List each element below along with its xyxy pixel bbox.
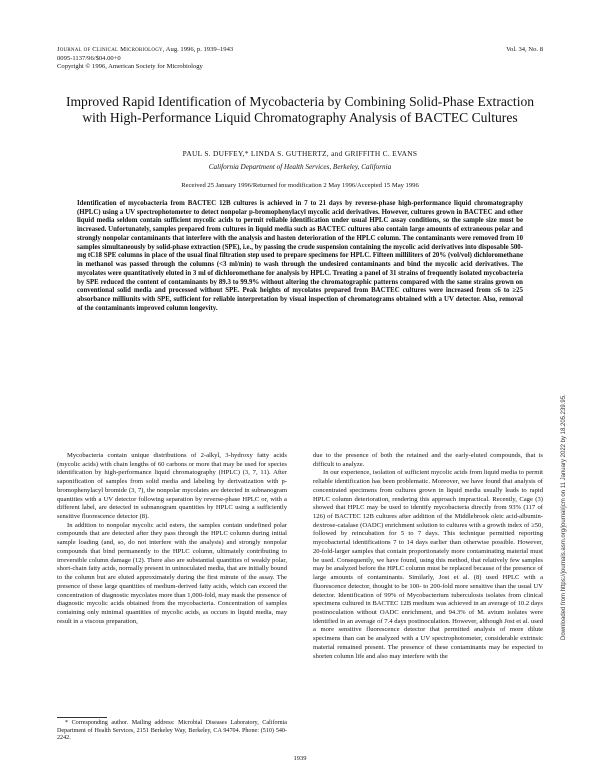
authors: PAUL S. DUFFEY,* LINDA S. GUTHERTZ, and GRIFFITH C. EVANS [182,149,418,158]
body-right-column [313,452,543,661]
download-watermark: Downloaded from https://journals.asm.org/journal/jcm on 11 January 2022 by 18.205.239.95. [561,394,567,640]
article-title: Improved Rapid Identification of Mycobacteria by Combining Solid-Phase Extraction with High-Performance Liquid Chromatography Analysis of BACTEC Cultures [65,94,535,126]
journal-header [57,46,233,72]
received-dates: Received 25 January 1996/Returned for modification 2 May 1996/Accepted 15 May 1996 [181,182,419,189]
copyright: Copyright © 1996, American Society for Microbiology [57,63,203,71]
issue-info: , Aug. 1996, p. 1939–1943 [162,46,234,53]
body-paragraph: In our experience, isolation of sufficient mycolic acids from liquid media to permit reliable identification has been problematic. Moreover, we have found that analysis of concentrated specimens from cultures grown in liquid media usually leads to rapid HPLC column deterioration, rendering this approach impractical. Recently, Cage (3) showed that HPLC may be used to identify mycobacteria directly from 93% (117 of 126) of BACTEC 12B cultures after addition of the Middlebrook oleic acid-albumin-dextrose-catalase (OADC) enrichment solution to cultures with a growth index of ≥50, followed by reincubation for 5 to 7 days. This technique permitted reporting mycobacterial identifications 7 to 14 days earlier than otherwise possible. However, 20-fold-larger samples that contain proportionately more contaminating material must be used. Consequently, we have found, using this method, that relatively few samples may be analyzed before the HPLC column must be replaced because of the presence of large amounts of contaminants. Similarly, Jost et al. (8) used HPLC with a fluorescence detector, thought to be 100- to 200-fold more sensitive than the usual UV detector. Identification of 99% of Mycobacterium tuberculosis isolates from clinical specimens cultured in BACTEC 12B medium was achieved in an average of 10.2 days postinoculation without OADC enrichment, and 94.3% of M. avium isolates were identified in an average of 7.4 days postinoculation. However, although Jost et al. used a more sensitive fluorescence detector that permitted analysis of more dilute specimens than can be analyzed with a UV spectrophotometer, considerable extrinsic material remained present. The presence of these contaminants may be expected to shorten column life and also may interfere with the [313,469,543,660]
footnote-divider [57,717,107,718]
volume-info: Vol. 34, No. 8 [506,46,543,53]
body-paragraph: Mycobacteria contain unique distributions of 2-alkyl, 3-hydroxy fatty acids (mycolic acids) with chain lengths of 60 carbons or more that may be used for species identification by high-performance liquid chromatography (HPLC) (3, 7, 11). After saponification of samples from solid media and labeling by derivatization with p-bromophenylacyl bromide (3, 7), the nonpolar mycolates are detected in subnanogram quantities with a UV detector following separation by reverse-phase HPLC or, with a different label, are detected in subnanogram quantities by HPLC using a sufficiently sensitive fluorescence detector (8). [57,452,287,521]
body-left-column [57,452,287,626]
journal-name: Journal of Clinical Microbiology [57,46,163,53]
body-paragraph: due to the presence of both the retained and the early-eluted compounds, that is difficult to analyze. [313,452,543,468]
page-number: 1939 [293,755,307,762]
abstract: Identification of mycobacteria from BACTEC 12B cultures is achieved in 7 to 21 days by reverse-phase high-performance liquid chromatography (HPLC) using a UV spectrophotometer to detect nonpolar p-bromophenylacyl mycolic acid derivatives. However, cultures grown in BACTEC and other liquid media seldom contain sufficient mycolic acids to permit reliable identification under usual HPLC assay conditions, so the sample size must be increased. Unfortunately, samples prepared from cultures in liquid media such as BACTEC cultures also contain large amounts of extraneous polar and strongly nonpolar contaminants that interfere with the analysis and hasten deterioration of the HPLC column. The contaminants were removed from 10 samples simultaneously by solid-phase extraction (SPE), i.e., by passing the crude suspension containing the mycolic acid derivatives into disposable 500-mg tC18 SPE columns in place of the usual final filtration step used to prepare specimens for HPLC. Fifteen milliliters of 20% (vol/vol) dichloromethane in methanol was passed through the columns (<3 ml/min) to wash through the undesired contaminants and bind the mycolic acid derivatives. The mycolates were quantitatively eluted in 3 ml of dichloromethane for analysis by HPLC. Treating a panel of 31 strains of frequently isolated mycobacteria by SPE reduced the content of contaminants by 89.3 to 99.9% without altering the chromatographic patterns compared with the same strains grown on conventional solid media and processed without SPE. Peak heights of mycolates prepared from BACTEC cultures were increased from ≤6 to ≥25 absorbance milliunits with SPE, sufficient for reliable interpretation by visual inspection of chromatograms obtained with a UV detector. Also, removal of the contaminants improved column longevity. [77,200,523,312]
corresponding-author-footnote: * Corresponding author. Mailing address: Microbial Diseases Laboratory, California Department of Health Services, 2151 Berkeley Way, Berkeley, CA 94704. Phone: (510) 540-2242. [57,720,287,742]
affiliation: California Department of Health Services, Berkeley, California [208,163,392,171]
issn: 0095-1137/96/$04.00+0 [57,54,121,62]
body-paragraph: In addition to nonpolar mycolic acid esters, the samples contain undefined polar compounds that are detected after they pass through the HPLC column during initial sample loading (and, so, do not interfere with the analysis) and strongly nonpolar compounds that bind permanently to the HPLC column, ultimately contributing to irreversible column damage (12). There also are substantial quantities of weakly polar, short-chain fatty acids, normally present in uninoculated media, that are initially bound to the column but are eluted approximately during the first minute of the assay. The presence of these large quantities of medium-derived fatty acids, which can exceed the concentration of diagnostic mycolates more than 1,000-fold, may mask the presence of diagnostic mycolic acids obtained from the mycobacteria. Concentration of samples containing only minimal quantities of mycolic acids, as occurs in liquid media, may result in a viscous preparation, [57,521,287,625]
